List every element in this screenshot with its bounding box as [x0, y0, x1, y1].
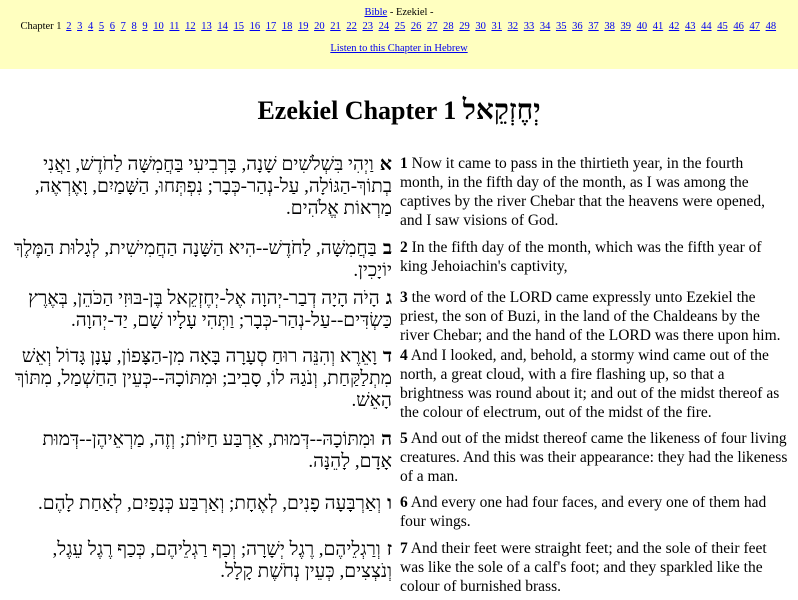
chapter-link-38[interactable]: 38 [604, 21, 615, 32]
verse-hebrew-number: ד [382, 346, 392, 367]
chapter-link-31[interactable]: 31 [491, 21, 502, 32]
chapter-link-25[interactable]: 25 [394, 21, 406, 32]
chapter-link-9[interactable]: 9 [142, 21, 148, 32]
chapter-link-40[interactable]: 40 [636, 21, 648, 32]
chapter-link-41[interactable]: 41 [652, 21, 664, 32]
chapter-link-16[interactable]: 16 [249, 21, 261, 32]
chapter-link-21[interactable]: 21 [330, 21, 341, 32]
verse-english [396, 429, 794, 493]
chapter-link-44[interactable]: 44 [701, 21, 712, 32]
verse-hebrew [0, 154, 396, 238]
title-english: Ezekiel Chapter 1 [257, 96, 457, 125]
chapter-link-22[interactable]: 22 [346, 21, 357, 32]
chapter-link-4[interactable]: 4 [87, 21, 94, 32]
verse-english [396, 493, 794, 539]
verse-hebrew-text: וְאַרְבָּעָה פָנִים, לְאֶחָת; וְאַרְבַּע כְּנָפַיִם, לְאַחַת לָהֶם. [38, 493, 382, 514]
breadcrumb [0, 6, 798, 20]
verse-english [396, 288, 794, 346]
chapter-link-32[interactable]: 32 [507, 21, 519, 32]
verse-row [0, 429, 798, 493]
verse-hebrew-text: הָיֹה הָיָה דְבַר-יְהוָה אֶל-יְחֶזְקֵאל בֶּן-בּוּזִי הַכֹּהֵן, בְּאֶרֶץ כַּשְׂדִּים--עַל-נְהַר-כְּבָר; וַתְּהִי עָלָיו שָׁם, יַד-יְהוָה. [28, 288, 392, 331]
listen-hebrew-link[interactable]: Listen to this Chapter in Hebrew [330, 43, 468, 54]
verse-number: 4 [400, 347, 408, 364]
breadcrumb-separator: - [387, 7, 396, 18]
verse-hebrew-number: א [379, 154, 392, 175]
verse-hebrew-text: וּמִתּוֹכָהּ--דְּמוּת, אַרְבַּע חַיּוֹת; וְזֶה, מַרְאֵיהֶן--דְּמוּת אָדָם, לָהֵנָּה. [42, 429, 392, 472]
verse-english-text: Now it came to pass in the thirtieth year, in the fourth month, in the fifth day of the month, as I was among the captives by the river Chebar that the heavens were opened, and I saw visions of God. [400, 155, 765, 229]
chapter-link-17[interactable]: 17 [265, 21, 277, 32]
verse-row [0, 346, 798, 429]
verse-english [396, 238, 794, 288]
chapter-link-28[interactable]: 28 [443, 21, 454, 32]
chapter-link-43[interactable]: 43 [684, 21, 696, 32]
chapter-link-45[interactable]: 45 [717, 21, 728, 32]
chapter-link-42[interactable]: 42 [668, 21, 680, 32]
verse-english-text: And their feet were straight feet; and the sole of their feet was like the sole of a calf's foot; and they sparkled like the colour of burnished brass. [400, 540, 767, 595]
verse-hebrew-text: וָאֵרֶא וְהִנֵּה רוּחַ סְעָרָה בָּאָה מִן-הַצָּפוֹן, עָנָן גָּדוֹל וְאֵשׁ מִתְלַקַּחַת, וְנֹגַהּ לוֹ, סָבִיב; וּמִתּוֹכָהּ--כְּעֵין הַחַשְׁמַל, מִתּוֹךְ הָאֵשׁ. [15, 346, 392, 411]
chapter-link-11[interactable]: 11 [169, 21, 180, 32]
verse-hebrew [0, 539, 396, 597]
verse-hebrew-number: ה [381, 429, 392, 450]
chapter-link-37[interactable]: 37 [588, 21, 599, 32]
verse-hebrew-text: בַּחֲמִשָּׁה, לַחֹדֶשׁ--הִיא הַשָּׁנָה הַחֲמִישִׁית, לְגָלוּת הַמֶּלֶךְ יוֹיָכִין. [14, 238, 392, 281]
verse-hebrew [0, 429, 396, 493]
chapter-link-36[interactable]: 36 [572, 21, 583, 32]
chapter-link-19[interactable]: 19 [297, 21, 309, 32]
chapter-link-14[interactable]: 14 [217, 21, 228, 32]
chapter-link-27[interactable]: 27 [426, 21, 438, 32]
verse-row [0, 288, 798, 346]
verse-english [396, 346, 794, 429]
verse-row [0, 539, 798, 597]
verse-hebrew-number: ז [386, 539, 392, 560]
verse-number: 3 [400, 289, 408, 306]
chapter-link-20[interactable]: 20 [314, 21, 325, 32]
verse-english [396, 154, 794, 238]
chapter-link-12[interactable]: 12 [185, 21, 196, 32]
verse-hebrew-text: וְרַגְלֵיהֶם, רֶגֶל יְשָׁרָה; וְכַף רַגְלֵיהֶם, כְּכַף רֶגֶל עֵגֶל, וְנֹצְצִים, כְּעֵין נְחֹשֶׁת קָלָל. [52, 539, 392, 582]
chapter-link-10[interactable]: 10 [153, 21, 164, 32]
chapter-link-8[interactable]: 8 [131, 21, 137, 32]
verse-hebrew-number: ב [382, 238, 392, 259]
verse-hebrew [0, 346, 396, 429]
verse-hebrew [0, 288, 396, 346]
chapter-link-46[interactable]: 46 [733, 21, 744, 32]
current-chapter: Chapter 1 [20, 21, 62, 32]
page-title [0, 95, 798, 127]
verse-row [0, 154, 798, 238]
verse-hebrew-text: וַיְהִי בִּשְׁלֹשִׁים שָׁנָה, בָּרְבִיעִי בַּחֲמִשָּׁה לַחֹדֶשׁ, וַאֲנִי בְתוֹךְ-הַגּוֹלָה, עַל-נְהַר-כְּבָר; נִפְתְּחוּ, הַשָּׁמַיִם, וָאֶרְאֶה, מַרְאוֹת אֱלֹהִים. [34, 154, 392, 219]
chapter-link-2[interactable]: 2 [66, 21, 72, 32]
chapter-link-35[interactable]: 35 [555, 21, 567, 32]
verse-number: 1 [400, 155, 408, 172]
chapter-link-23[interactable]: 23 [362, 21, 373, 32]
verse-english-text: the word of the LORD came expressly unto Ezekiel the priest, the son of Buzi, in the land of the Chaldeans by the river Chebar; and the hand of the LORD was there upon him. [400, 289, 781, 344]
book-name: Ezekiel [395, 7, 428, 18]
verse-row [0, 238, 798, 288]
chapter-link-30[interactable]: 30 [475, 21, 486, 32]
chapter-link-26[interactable]: 26 [410, 21, 422, 32]
verse-number: 6 [400, 494, 408, 511]
verse-hebrew [0, 238, 396, 288]
chapter-link-24[interactable]: 24 [378, 21, 390, 32]
chapter-link-13[interactable]: 13 [201, 21, 212, 32]
chapter-link-29[interactable]: 29 [459, 21, 470, 32]
verse-table [0, 154, 798, 597]
chapter-link-47[interactable]: 47 [749, 21, 760, 32]
verse-number: 5 [400, 430, 408, 447]
verse-number: 7 [400, 540, 408, 557]
chapter-link-33[interactable]: 33 [523, 21, 535, 32]
chapter-link-6[interactable]: 6 [109, 21, 115, 32]
verse-number: 2 [400, 239, 408, 256]
verse-english-text: In the fifth day of the month, which was the fifth year of king Jehoiachin's captivity, [400, 239, 762, 275]
chapter-link-34[interactable]: 34 [539, 21, 551, 32]
chapter-link-18[interactable]: 18 [281, 21, 293, 32]
verse-hebrew-number: ג [385, 288, 392, 309]
navigation-bar [0, 0, 798, 69]
chapter-link-5[interactable]: 5 [98, 21, 105, 32]
chapter-list [0, 20, 798, 34]
verse-english-text: And I looked, and, behold, a stormy wind came out of the north, a great cloud, with a fire flashing up, so that a brightness was round about it; and out of the midst thereof as the colour of electrum, out of the midst of the fire. [400, 347, 780, 421]
breadcrumb-separator: - [427, 7, 434, 18]
chapter-link-15[interactable]: 15 [233, 21, 244, 32]
chapter-link-7[interactable]: 7 [120, 21, 126, 32]
chapter-link-48[interactable]: 48 [765, 21, 777, 32]
chapter-link-3[interactable]: 3 [77, 21, 83, 32]
verse-english [396, 539, 794, 597]
title-hebrew: יְחֶזְקֵאל [462, 95, 541, 126]
verse-row [0, 493, 798, 539]
verse-hebrew-number: ו [387, 493, 392, 514]
chapter-link-39[interactable]: 39 [620, 21, 631, 32]
bible-link[interactable]: Bible [364, 7, 388, 18]
verse-hebrew [0, 493, 396, 539]
verse-english-text: And out of the midst thereof came the likeness of four living creatures. And this was their appearance: they had the likeness of a man. [400, 430, 788, 485]
verse-english-text: And every one had four faces, and every one of them had four wings. [400, 494, 767, 530]
